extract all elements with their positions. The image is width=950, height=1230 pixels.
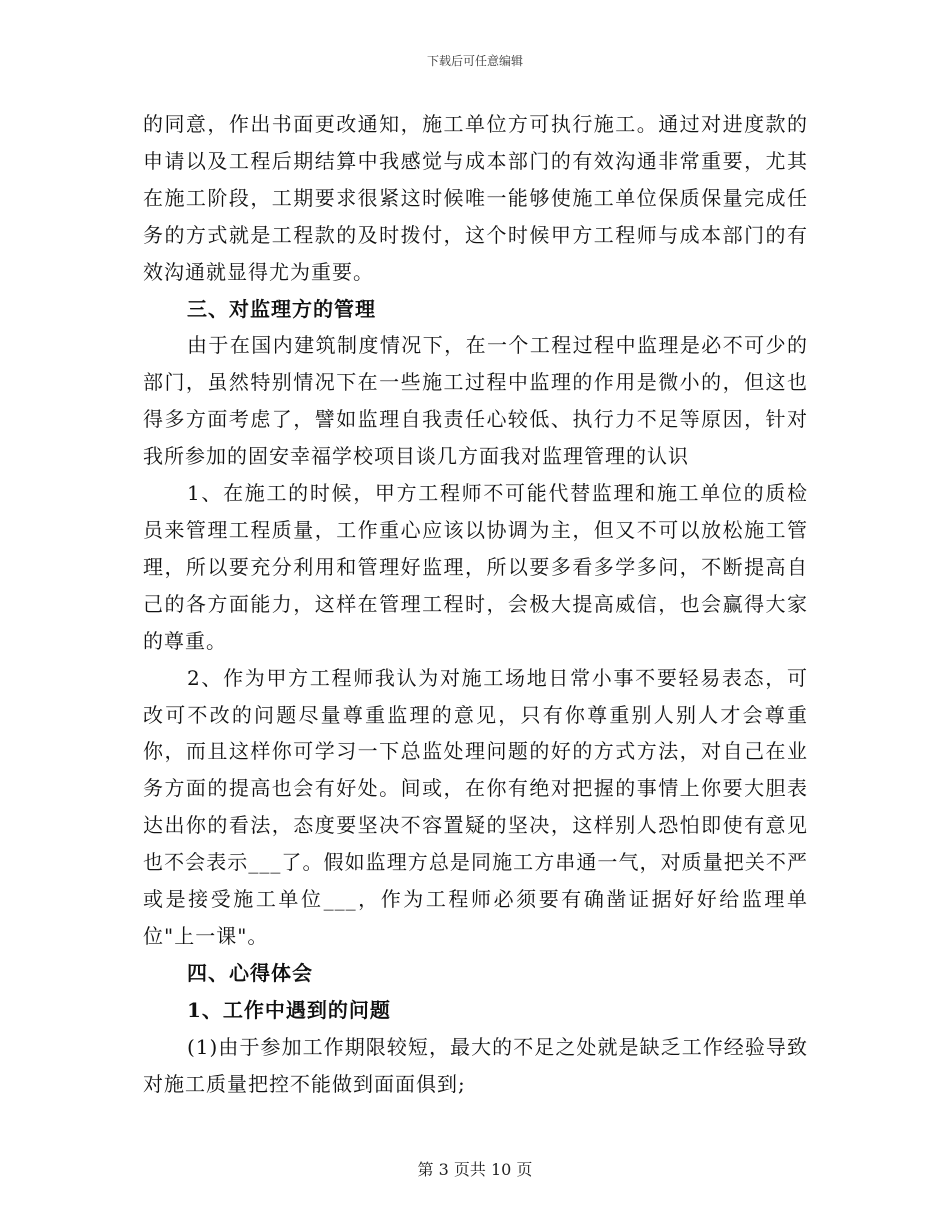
document-body bbox=[143, 106, 808, 1102]
subsection-heading-problems: 1、工作中遇到的问题 bbox=[187, 997, 391, 1022]
paragraph-continuation: 的同意，作出书面更改通知，施工单位方可执行施工。通过对进度款的申请以及工程后期结算中我感觉与成本部门的有效沟通非常重要，尤其在施工阶段，工期要求很紧这时候唯一能够使施工单位保质保量完成任务的方式就是工程款的及时拨付，这个时候甲方工程师与成本部门的有效沟通就显得尤为重要。 bbox=[143, 112, 808, 284]
page-footer: 第 3 页共 10 页 bbox=[417, 1160, 533, 1179]
paragraph-problem-1: (1)由于参加工作期限较短，最大的不足之处就是缺乏工作经验导致对施工质量把控不能做到面面俱到; bbox=[143, 1034, 808, 1096]
section-heading-supervision: 三、对监理方的管理 bbox=[187, 296, 376, 321]
paragraph-point-2: 2、作为甲方工程师我认为对施工场地日常小事不要轻易表态，可改可不改的问题尽量尊重监理的意见，只有你尊重别人别人才会尊重你，而且这样你可学习一下总监处理问题的好的方式方法，对自己在业务方面的提高也会有好处。间或，在你有绝对把握的事情上你要大胆表达出你的看法，态度要坚决不容置疑的坚决，这样别人恐怕即使有意见也不会表示___了。假如监理方总是同施工方串通一气，对质量把关不严或是接受施工单位___，作为工程师必须要有确凿证据好好给监理单位"上一课"。 bbox=[143, 665, 808, 948]
paragraph-point-1: 1、在施工的时候，甲方工程师不可能代替监理和施工单位的质检员来管理工程质量，工作重心应该以协调为主，但又不可以放松施工管理，所以要充分利用和管理好监理，所以要多看多学多问，不断提高自己的各方面能力，这样在管理工程时，会极大提高威信，也会赢得大家的尊重。 bbox=[143, 481, 808, 653]
page-header: 下载后可任意编辑 bbox=[426, 54, 523, 68]
paragraph-supervision-intro: 由于在国内建筑制度情况下，在一个工程过程中监理是必不可少的部门，虽然特别情况下在一些施工过程中监理的作用是微小的，但这也得多方面考虑了，譬如监理自我责任心较低、执行力不足等原因，针对我所参加的固安幸福学校项目谈几方面我对监理管理的认识 bbox=[143, 333, 808, 469]
section-heading-experience: 四、心得体会 bbox=[187, 960, 313, 985]
